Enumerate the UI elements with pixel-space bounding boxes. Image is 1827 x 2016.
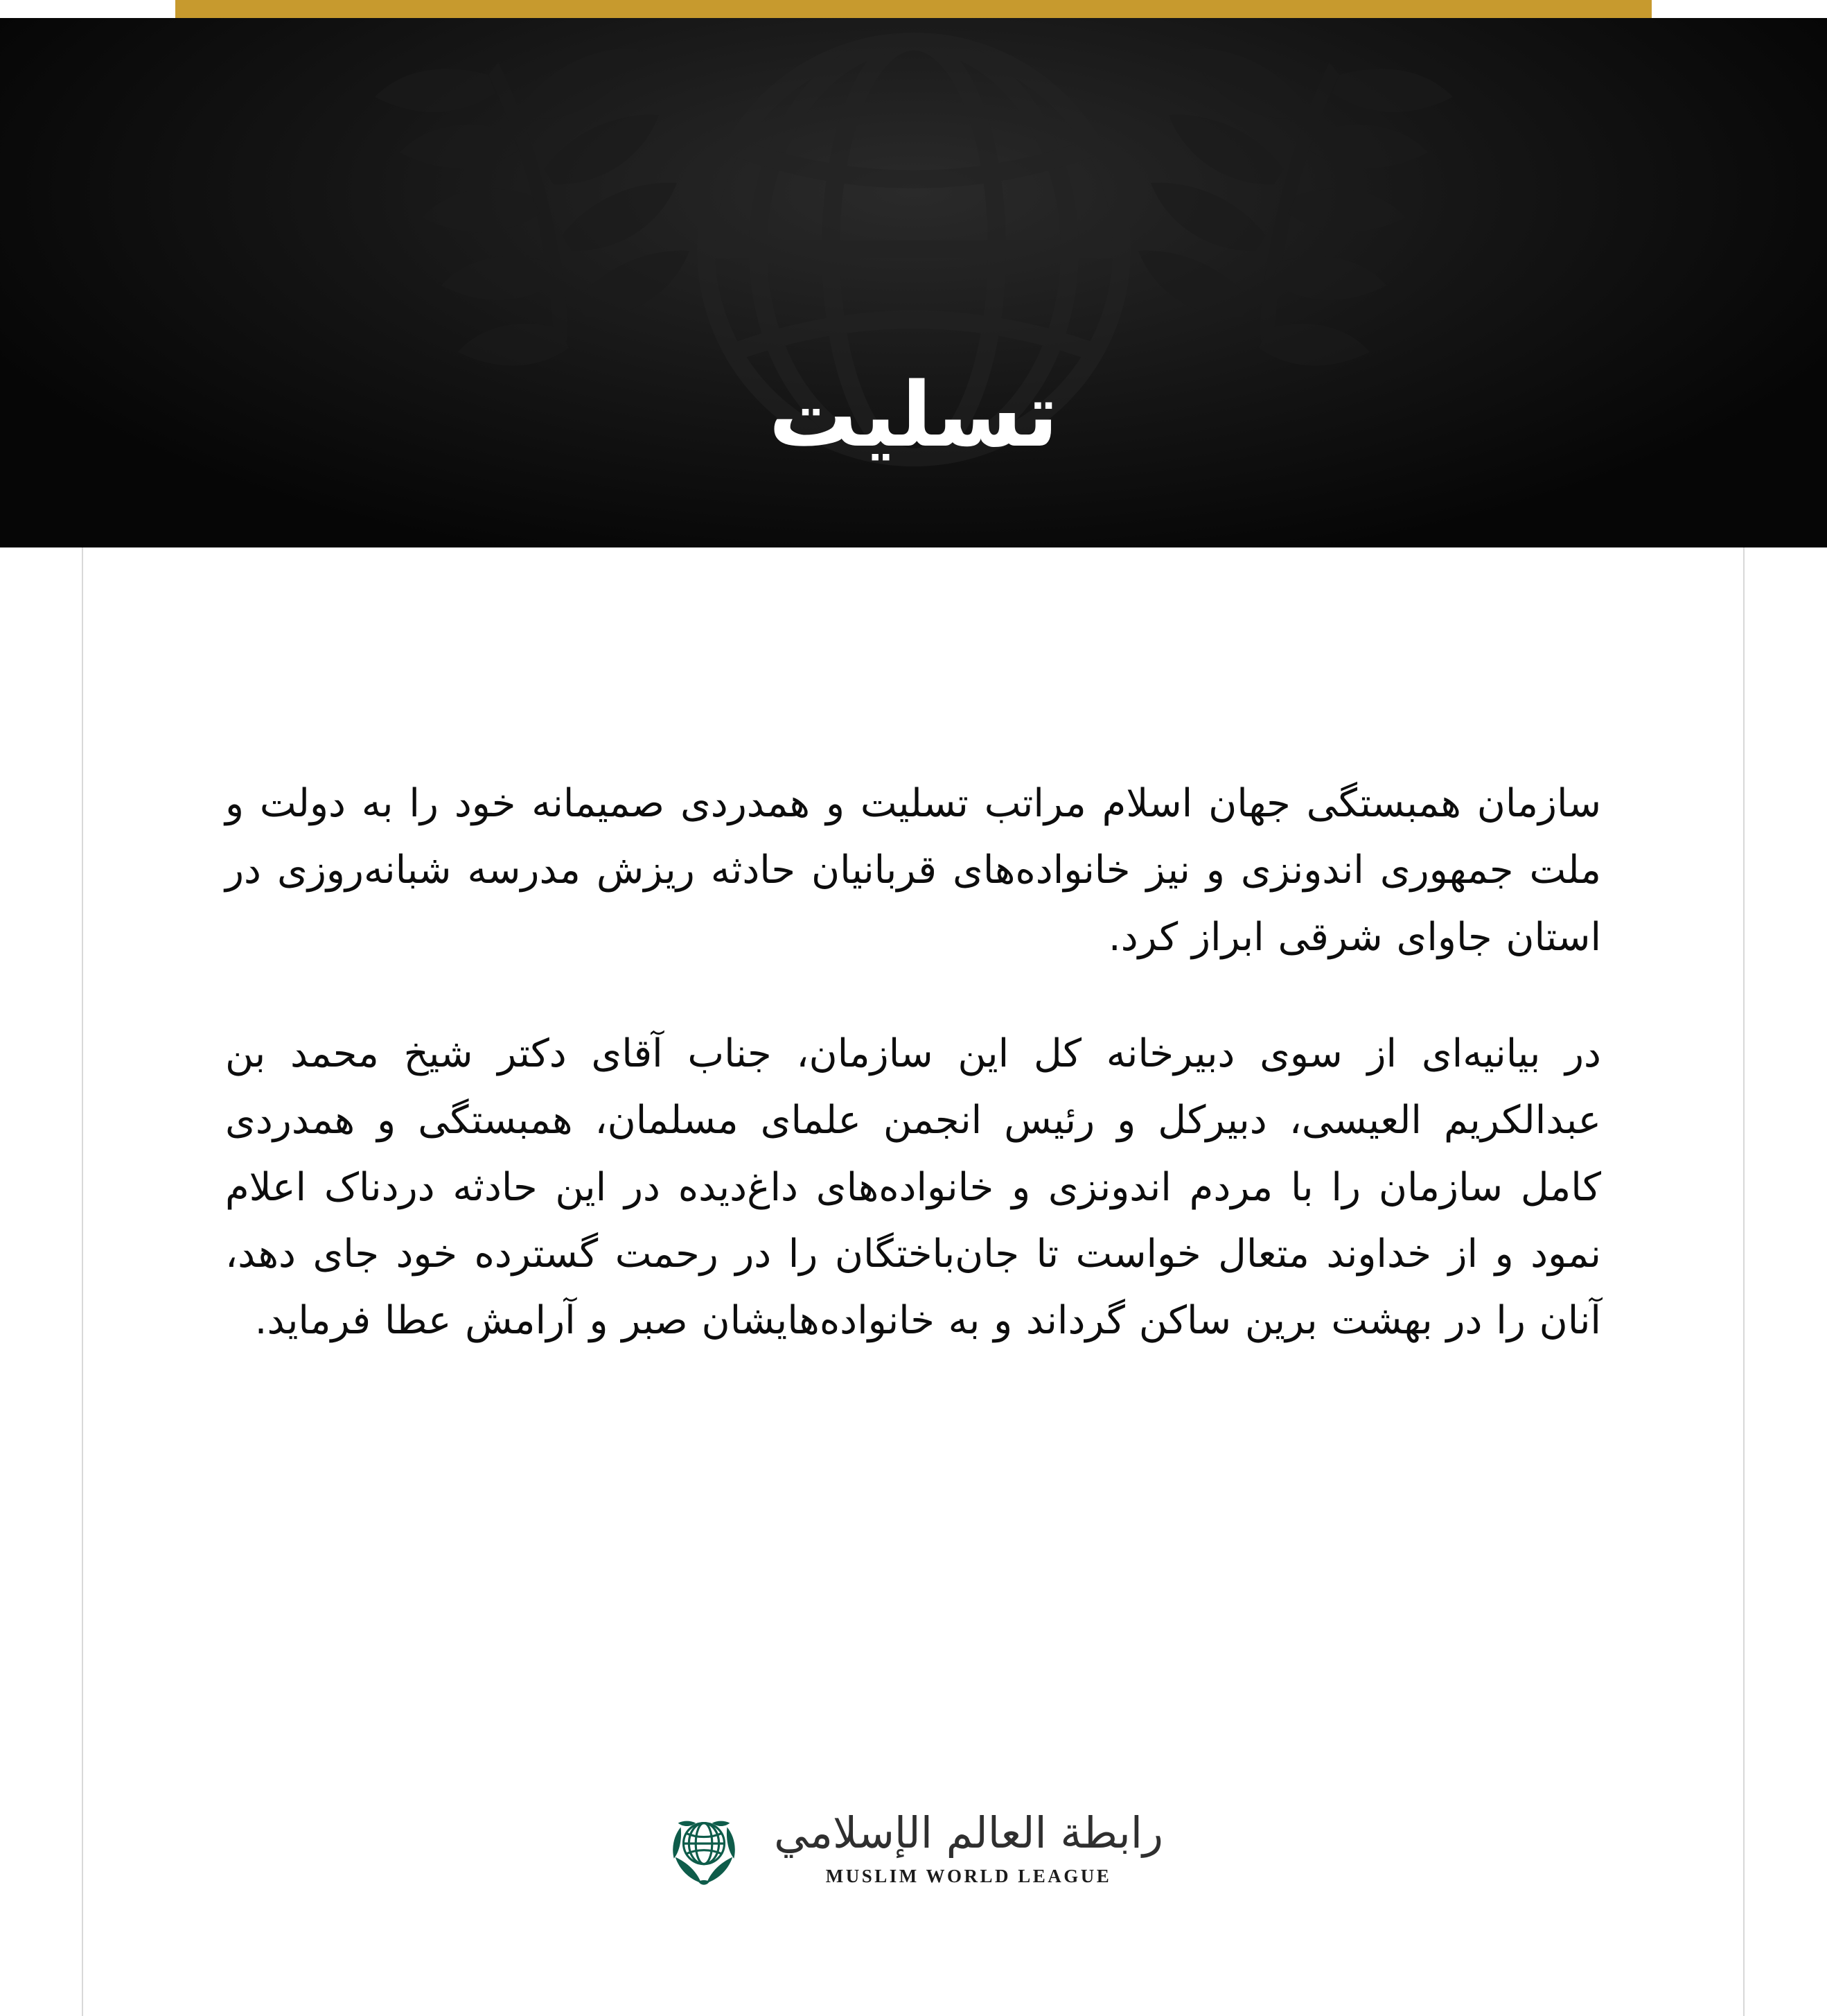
footer-branding xyxy=(83,1807,1743,1891)
globe-laurel-emblem-icon xyxy=(325,21,1503,547)
statement-paragraph: در بیانیه‌ای از سوی دبیرخانه کل این سازمان، جناب آقای دکتر شیخ محمد بن عبدالکریم العیسی، دبیرکل و رئیس انجمن علمای مسلمان، همبستگی و همدردی کامل سازمان را با مردم اندونزی و خانواده‌های داغ‌دیده در این حادثه دردناک اعلام نمود و از خداوند متعال خواست تا جان‌باختگان را در رحمت گسترده خود جای دهد، آنان را در بهشت برین ساکن گرداند و به خانواده‌هایشان صبر و آرامش عطا فرماید. xyxy=(225,1031,1601,1344)
accent-bar-right-gap xyxy=(1652,0,1827,18)
top-accent-bar xyxy=(0,0,1827,18)
header-banner xyxy=(0,0,1827,547)
page-title: تسلیت xyxy=(768,364,1059,467)
mwl-globe-laurel-icon xyxy=(663,1807,745,1891)
document-sheet xyxy=(82,547,1745,2016)
accent-bar-left-gap xyxy=(0,0,175,18)
mwl-wordmark xyxy=(774,1807,1163,1887)
mwl-wordmark-english: MUSLIM WORLD LEAGUE xyxy=(825,1865,1112,1886)
statement-paragraph: سازمان همبستگی جهان اسلام مراتب تسلیت و همدردی صمیمانه خود را به دولت و ملت جمهوری اندونزی و نیز خانواده‌های قربانیان حادثه ریزش مدرسه شبانه‌روزی در استان جاوای شرقی ابراز کرد. xyxy=(225,781,1601,960)
mwl-wordmark-arabic: رابطة العالم الإسلامي xyxy=(774,1807,1163,1858)
statement-body xyxy=(225,771,1601,1355)
